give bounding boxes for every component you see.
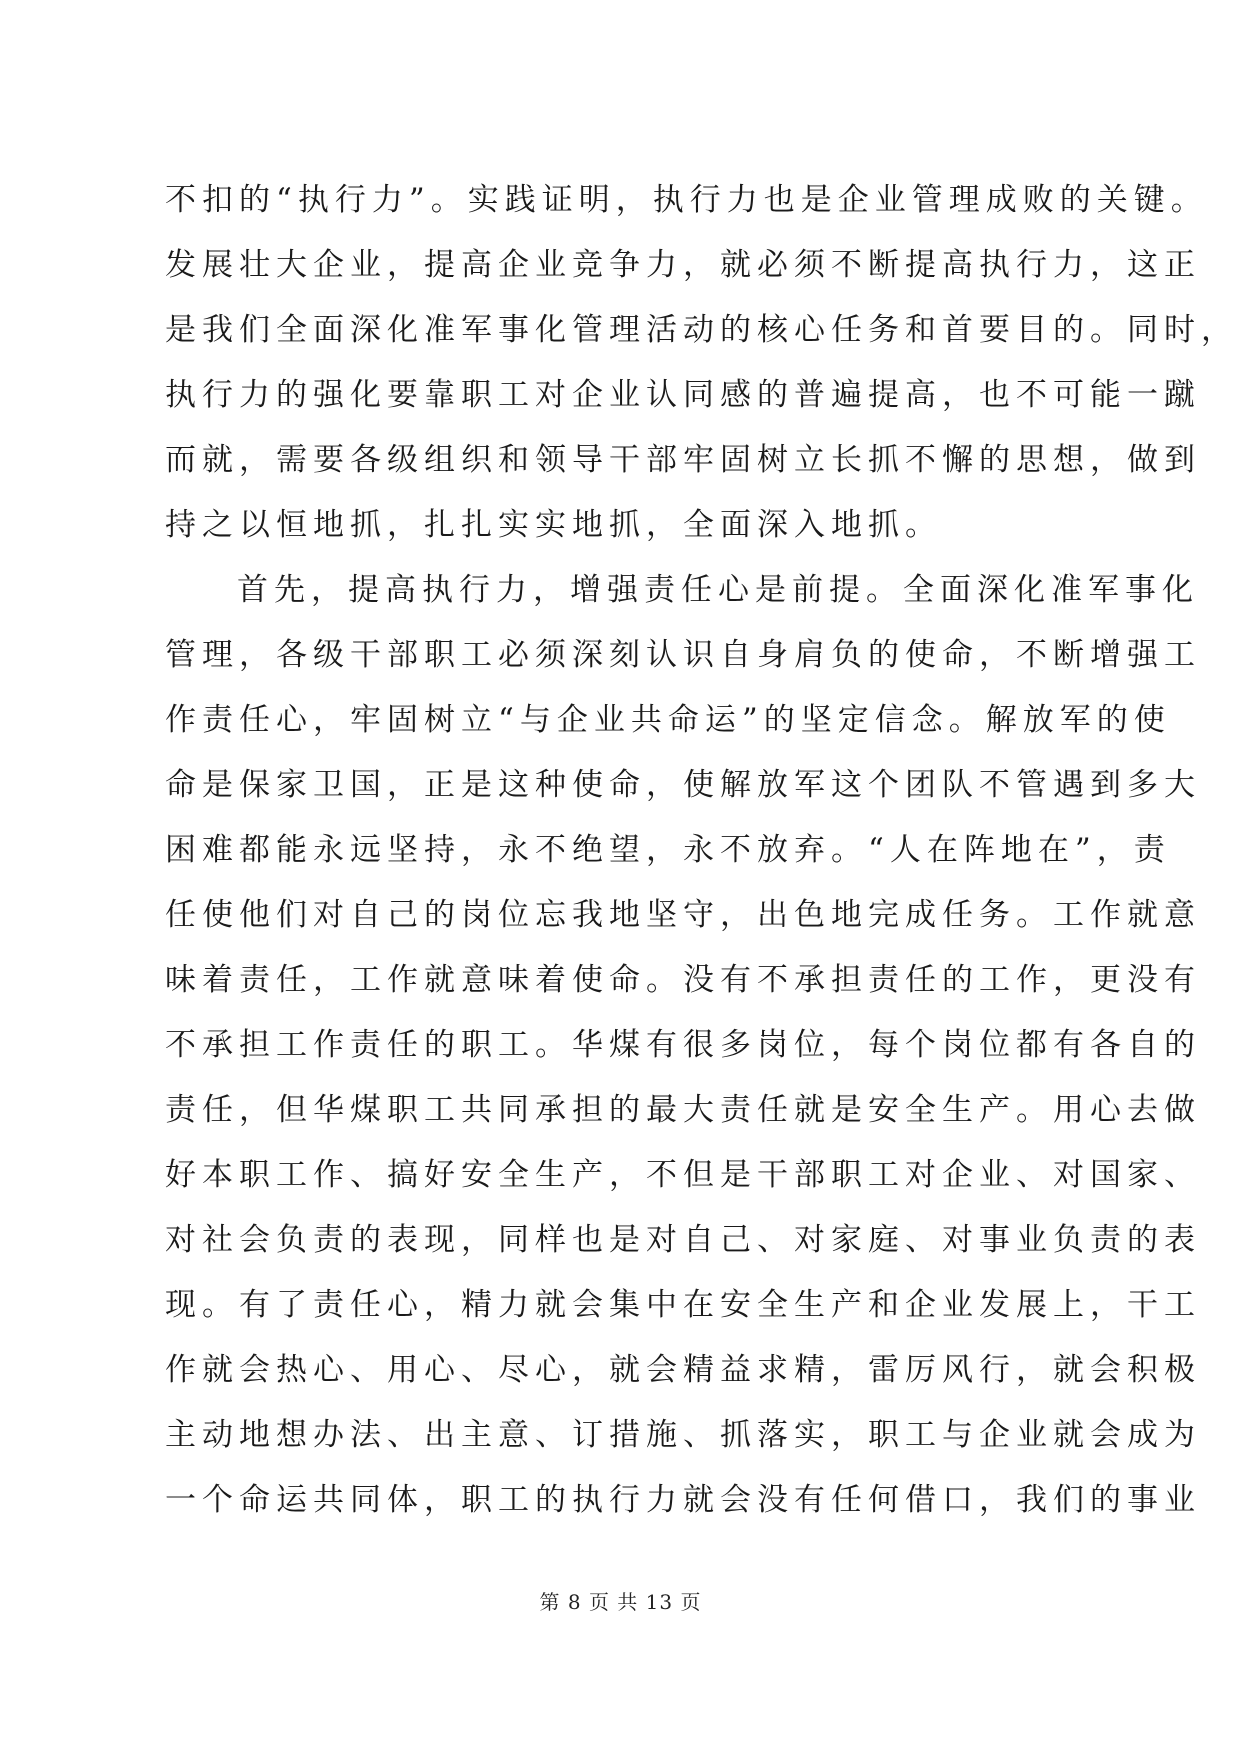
text-line: 味着责任，工作就意味着使命。没有不承担责任的工作，更没有 <box>165 962 1201 998</box>
text-line: 作就会热心、用心、尽心，就会精益求精，雷厉风行，就会积极 <box>165 1352 1201 1388</box>
text-line: 命是保家卫国，正是这种使命，使解放军这个团队不管遇到多大 <box>165 767 1201 803</box>
text-line: 责任，但华煤职工共同承担的最大责任就是安全生产。用心去做 <box>165 1092 1201 1128</box>
text-line: 持之以恒地抓，扎扎实实地抓，全面深入地抓。 <box>165 507 942 543</box>
text-line: 不承担工作责任的职工。华煤有很多岗位，每个岗位都有各自的 <box>165 1027 1201 1063</box>
text-line: 任使他们对自己的岗位忘我地坚守，出色地完成任务。工作就意 <box>165 897 1201 933</box>
text-line: 一个命运共同体，职工的执行力就会没有任何借口，我们的事业 <box>165 1482 1201 1518</box>
text-line: 发展壮大企业，提高企业竞争力，就必须不断提高执行力，这正 <box>165 247 1201 283</box>
text-line: 好本职工作、搞好安全生产，不但是干部职工对企业、对国家、 <box>165 1157 1201 1193</box>
text-line: 是我们全面深化准军事化管理活动的核心任务和首要目的。同时， <box>165 312 1238 348</box>
page-number-footer: 第 8 页 共 13 页 <box>539 1590 702 1614</box>
text-line: 而就，需要各级组织和领导干部牢固树立长抓不懈的思想，做到 <box>165 442 1201 478</box>
text-line: 管理，各级干部职工必须深刻认识自身肩负的使命，不断增强工 <box>165 637 1201 673</box>
text-line: 执行力的强化要靠职工对企业认同感的普遍提高，也不可能一蹴 <box>165 377 1201 413</box>
text-line: 困难都能永远坚持，永不绝望，永不放弃。“人在阵地在”，责 <box>165 832 1171 868</box>
text-line: 主动地想办法、出主意、订措施、抓落实，职工与企业就会成为 <box>165 1417 1201 1453</box>
paragraph <box>165 168 1238 558</box>
text-line: 作责任心，牢固树立“与企业共命运”的坚定信念。解放军的使 <box>165 702 1171 738</box>
text-line: 首先，提高执行力，增强责任心是前提。全面深化准军事化 <box>237 572 1199 608</box>
text-line: 现。有了责任心，精力就会集中在安全生产和企业发展上，干工 <box>165 1287 1201 1323</box>
text-line: 不扣的“执行力”。实践证明，执行力也是企业管理成败的关键。 <box>165 182 1208 218</box>
text-line: 对社会负责的表现，同样也是对自己、对家庭、对事业负责的表 <box>165 1222 1201 1258</box>
paragraph <box>165 558 1201 1533</box>
document-body <box>165 168 1238 1533</box>
